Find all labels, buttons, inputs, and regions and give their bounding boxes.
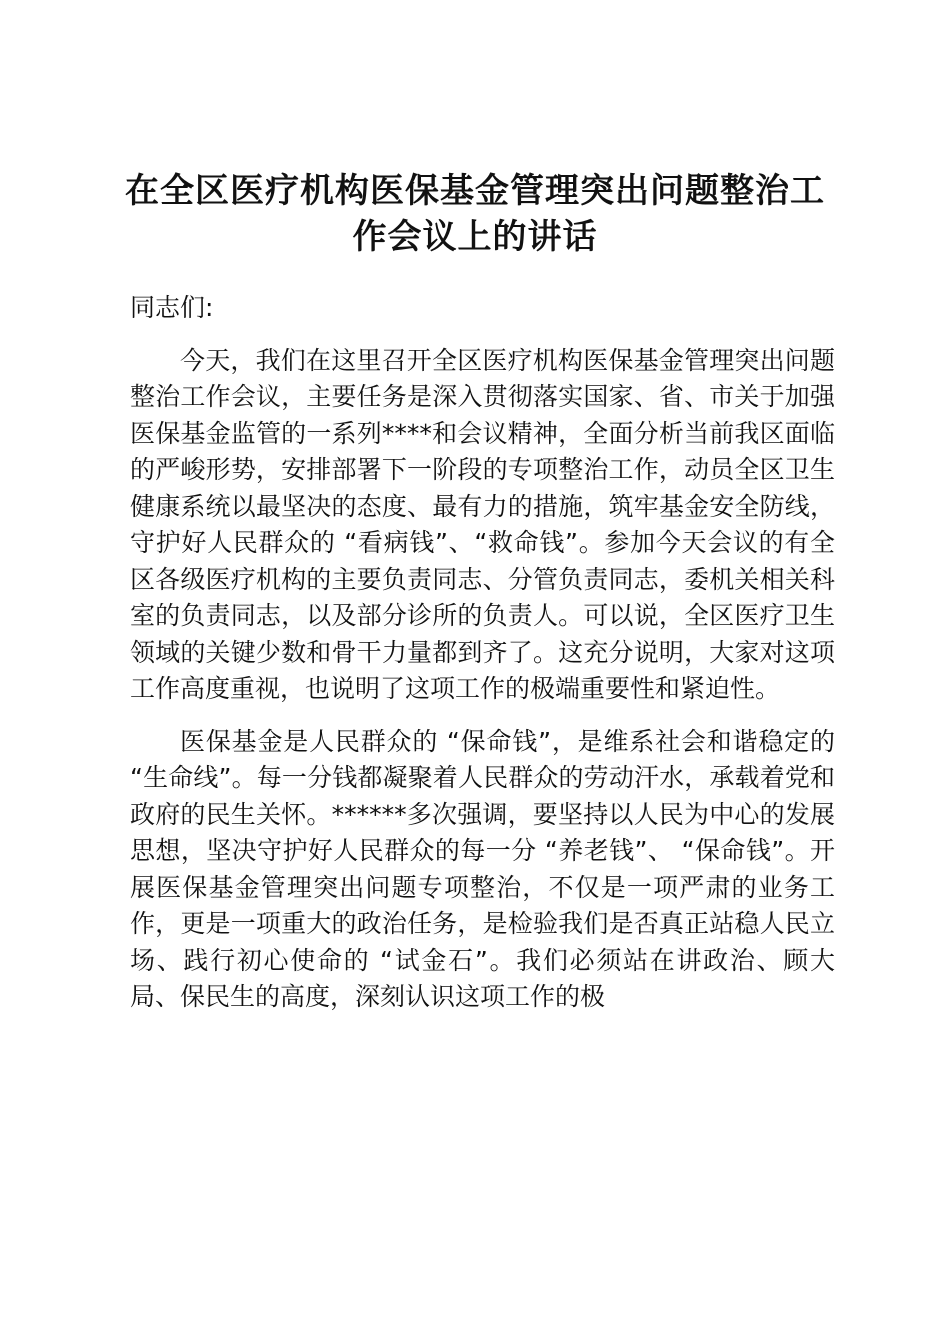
- paragraph-1: 今天，我们在这里召开全区医疗机构医保基金管理突出问题整治工作会议，主要任务是深入贯彻落实国家、省、市关于加强医保基金监管的一系列****和会议精神，全面分析当前我区面临的严峻形势，安排部署下一阶段的专项整治工作，动员全区卫生健康系统以最坚决的态度、最有力的措施，筑牢基金安全防线，守护好人民群众的 “看病钱”、“救命钱”。参加今天会议的有全区各级医疗机构的主要负责同志、分管负责同志，委机关相关科室的负责同志，以及部分诊所的负责人。可以说，全区医疗卫生领域的关键少数和骨干力量都到齐了。这充分说明，大家对这项工作高度重视，也说明了这项工作的极端重要性和紧迫性。: [130, 345, 835, 703]
- document-title: 在全区医疗机构医保基金管理突出问题整治工作会议上的讲话: [125, 171, 825, 257]
- salutation: 同志们:: [130, 293, 214, 322]
- document-body: [130, 290, 835, 1032]
- paragraph-2: 医保基金是人民群众的 “保命钱”，是维系社会和谐稳定的 “生命线”。每一分钱都凝聚着人民群众的劳动汗水，承载着党和政府的民生关怀。******多次强调，要坚持以人民为中心的发展思想，坚决守护好人民群众的每一分 “养老钱”、 “保命钱”。开展医保基金管理突出问题专项整治，不仅是一项严肃的业务工作，更是一项重大的政治任务，是检验我们是否真正站稳人民立场、践行初心使命的 “试金石”。我们必须站在讲政治、顾大局、保民生的高度，深刻认识这项工作的极: [130, 726, 835, 1011]
